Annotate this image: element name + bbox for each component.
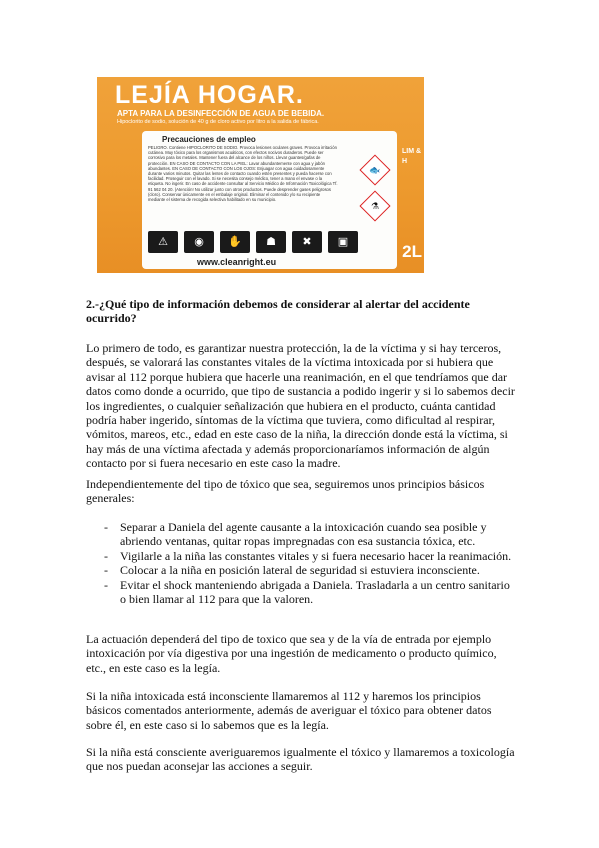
storage-icon: ▣ [328, 231, 358, 253]
product-brand: LEJÍA HOGAR. [115, 81, 304, 109]
hand-wash-icon: ✋ [220, 231, 250, 253]
product-subtitle: APTA PARA LA DESINFECCIÓN DE AGUA DE BEBIDA. [117, 109, 325, 118]
corrosive-hazard-icon: ⚗ [359, 190, 390, 221]
paragraph-3: La actuación dependerá del tipo de toxico que sea y de la vía de entrada por ejemplo intoxicación por vía digestiva por una ingestión de medicamento o producto químico, etc., en este caso es la legía. [86, 632, 497, 675]
list-item: - Separar a Daniela del agente causante a la intoxicación cuando sea posible y abriendo ventanas, quitar ropas impregnadas con esa sustancia tóxica, etc. [104, 520, 514, 549]
list-item: - Vigilarle a la niña las constantes vitales y si fuera necesario hacer la reanimación. [104, 549, 514, 563]
brand-url: www.cleanright.eu [197, 257, 277, 267]
pictogram-row [148, 231, 388, 253]
gloves-icon: ☗ [256, 231, 286, 253]
product-subtitle-2: Hipoclorito de sodio, solución de 40 g de cloro activo por litro a la salida de fábrica. [117, 119, 319, 125]
precautions-label [142, 131, 397, 269]
paragraph-2: Independientemente del tipo de tóxico que sea, seguiremos unos principios básicos generales: [86, 477, 485, 506]
child-warning-icon: ⚠ [148, 231, 178, 253]
paragraph-1: Lo primero de todo, es garantizar nuestra protección, la de la víctima y si hay terceros, después, se valorará las constantes vitales de la víctima intoxicada por si hubiera que avisar al 112 porque hubiera que hacerle una reanimación, en el que tendríamos que dar datos como donde a ocurrido, que tipo de sustancia a podido ingerir y si lo sabemos decir los ingredientes, o cualquier señalización que hubiera en el producto, cuánta cantidad podría haber ingerido, síntomas de la víctima que tuviera, como dificultad al respirar, vómitos, mareos, etc., edad en este caso de la niña, la dirección donde está la víctima, si hay más de una víctima afectada y además proporcionaríamos información de algún contacto por si fuera necesario en este caso la madre. [86, 341, 515, 471]
precautions-text: PELIGRO. Contiene HIPOCLORITO DE SODIO. Provoca lesiones oculares graves. Provoca irritación cutánea. Muy tóxico para los organismos acuáticos, con efectos nocivos duraderos. Puede ser corrosivo para los metales. Mantener fuera del alcance de los niños. Llevar guantes/gafas de protección. EN CASO DE CONTACTO CON LA PIEL: Lavar abundantemente con agua y jabón abundantes. EN CASO DE CONTACTO CON LOS OJOS: Enjuagar con agua cuidadosamente durante varios minutos. Quitar las lentes de contacto cuando estén presentes y pueda hacerse con facilidad. Proseguir con el lavado. Si se necesita consejo médico, tener a mano el envase o la etiqueta. No ingerir. En caso de accidente consultar al Servicio Médico de Información Toxicológica Tf. 91 562 04 20. (Atención! No utilizar junto con otros productos. Puede desprender gases peligrosos (cloro). Conservar únicamente en el embalaje original. Eliminar el contenido y/o su recipiente mediante el sistema de recogida selectiva habilitado en su municipio. [148, 145, 338, 203]
no-mix-icon: ✖ [292, 231, 322, 253]
product-label-photo [97, 77, 424, 273]
principles-list [104, 520, 514, 606]
list-item: - Evitar el shock manteniendo abrigada a Daniela. Trasladarla a un centro sanitario o bien llamar al 112 para que la valoren. [104, 578, 514, 607]
list-item: - Colocar a la niña en posición lateral de seguridad si estuviera inconsciente. [104, 563, 514, 577]
question-heading: 2.-¿Qué tipo de información debemos de considerar al alertar del accidente ocurrido? [86, 297, 470, 325]
eye-protection-icon: ◉ [184, 231, 214, 253]
paragraph-4: Si la niña intoxicada está inconsciente llamaremos al 112 y haremos los principios básicos comentados anteriormente, además de averiguar el tóxico para obtener datos sobre él, en este caso si lo sabemos que es la legía. [86, 689, 492, 732]
paragraph-5: Si la niña está consciente averiguaremos igualmente el tóxico y llamaremos a toxicología que nos puedan aconsejar las acciones a seguir. [86, 745, 515, 774]
product-volume: 2L [402, 242, 422, 261]
precautions-title: Precauciones de empleo [162, 135, 256, 144]
environment-hazard-icon: 🐟 [359, 154, 390, 185]
product-side-text: LIM & H [402, 148, 422, 165]
